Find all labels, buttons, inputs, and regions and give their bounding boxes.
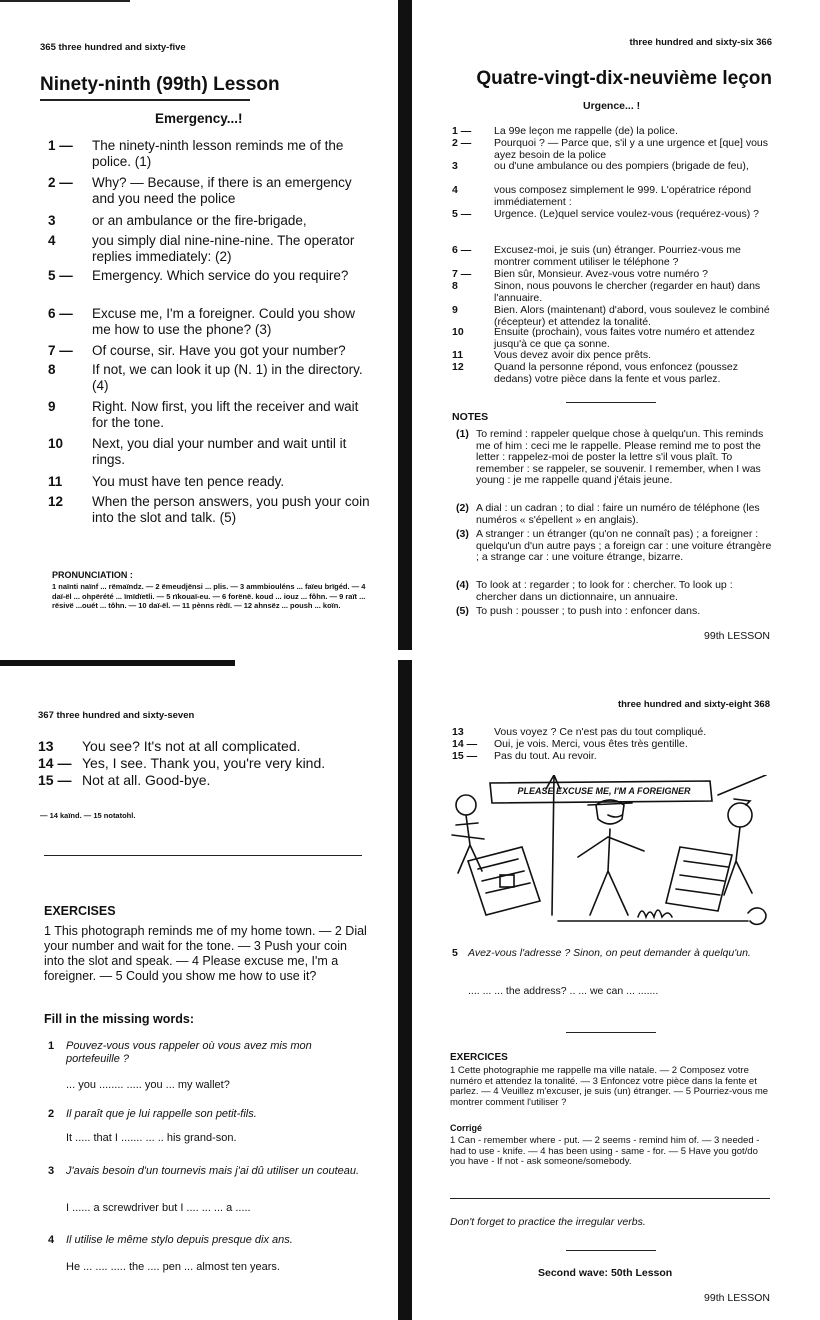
lesson-title-en: Ninety-ninth (99th) Lesson [40,74,280,95]
sentence-3: 3 or an ambulance or the fire-brigade, [48,213,307,228]
cartoon-illustration [448,775,774,935]
sentence-6: 6 — Excuse me, I'm a foreigner. Could you show me how to use the phone? (3) [48,306,355,337]
page-edge-middle [0,660,235,666]
sentence-10: 10 Next, you dial your number and wait until it rings. [48,436,347,467]
fill-answer-2: It ..... that I ....... ... .. his grand-son. [66,1132,237,1144]
sentence-1: 1 — The ninety-ninth lesson reminds me of the police. (1) [48,138,344,169]
page-header-368: three hundred and sixty-eight 368 [617,699,770,710]
second-wave: Second wave: 50th Lesson [538,1267,673,1279]
book-spine-top [398,0,412,650]
pronunciation-text-2: — 14 kaïnd. — 15 notatohl. [40,811,136,820]
page-header-367: 367 three hundred and sixty-seven [38,710,195,721]
cartoon-drawing [448,775,774,935]
exercices-text: 1 Cette photographie me rappelle ma ville natale. — 2 Composez votre numéro et attendez la tonalité. — 3 Enfoncez votre pièce dans la fente et parlez. — 4 Veuillez m'excuser, je suis (un) étranger. — 5 Pourriez-vous me montrer comment l'utiliser ? [450,1065,769,1108]
corrige-title: Corrigé [450,1123,483,1133]
exercices-divider [566,1032,656,1033]
title-underline [40,99,250,101]
lesson-subtitle-fr: Urgence... ! [583,100,641,112]
pronunciation-text: 1 naïnti naïnf ... rëmaïndz. — 2 ëmeudjënsi ... plis. — 3 ammbiouléns ... faïeu brïgéd. — 4 daï-ël ... ohpërété ... ïmïdïetli. — 5 rïkouaï-eu. — 6 forënë. koud ... iouz ... fôhn. — 9 raït ... rësivë ...ouét ... tôhn. — 10 daï-ël. — 11 pènns rèdï. — 12 ahnsëz ... poush ... koïn. [52,582,366,610]
sentence-2: 2 — Why? — Because, if there is an emergency and you need the police [48,175,352,206]
sentence-5: 5 — Emergency. Which service do you require? [48,268,349,283]
exercise-divider [44,855,362,856]
notes-title: NOTES [452,411,489,423]
fill-answer-1: ... you ........ ..... you ... my wallet? [66,1079,230,1091]
sentence-11: 11 You must have ten pence ready. [48,474,285,489]
fill-answer-3: I ...... a screwdriver but I .... ... ... a ..... [66,1202,251,1214]
sentence-4: 4 you simply dial nine-nine-nine. The operator replies immediately: (2) [48,233,355,264]
exercices-title: EXERCICES [450,1052,508,1063]
lesson-subtitle-en: Emergency...! [155,111,243,126]
exercises-text: 1 This photograph reminds me of my home town. — 2 Dial your number and wait for the tone. — 3 Push your coin into the slot and speak. — 4 Please excuse me, I'm a foreigner. — 5 Could you show me how to use it? [44,924,367,983]
fill-missing-title: Fill in the missing words: [44,1012,195,1026]
sentence-12: 12 When the person answers, you push your coin into the slot and talk. (5) [48,494,370,525]
page-header-366: three hundred and sixty-six 366 [629,37,772,48]
irregular-verbs-reminder: Don't forget to practice the irregular verbs. [450,1216,646,1228]
pronunciation-title: PRONUNCIATION : [52,570,133,580]
notes-divider [566,402,656,403]
q5-answer: .... ... ... the address? .. ... we can ... ....... [468,985,659,997]
sentence-7: 7 — Of course, sir. Have you got your number? [48,343,346,358]
sentence-8: 8 If not, we can look it up (N. 1) in the directory. (4) [48,362,363,393]
page-edge-top [0,0,130,2]
corrige-text: 1 Can - remember where - put. — 2 seems - remind him of. — 3 needed - had to use - knife. — 4 has been using - same - for. — 5 Have you got/do you have - If not - ask someone/somebody. [450,1135,760,1167]
final-divider [450,1198,770,1199]
short-divider [566,1250,656,1251]
book-spine-bottom [398,660,412,1320]
exercises-title: EXERCISES [44,904,116,918]
fill-answer-4: He ... .... ..... the .... pen ... almost ten years. [66,1261,280,1273]
page-header-365: 365 three hundred and sixty-five [40,42,186,53]
cartoon-sign-text: PLEASE EXCUSE ME, I'M A FOREIGNER [517,786,691,796]
sentence-9: 9 Right. Now first, you lift the receiver and wait for the tone. [48,399,359,430]
page-footer-368: 99th LESSON [704,1292,770,1304]
lesson-title-fr: Quatre-vingt-dix-neuvième leçon [476,68,772,89]
page-footer-366: 99th LESSON [704,630,770,642]
